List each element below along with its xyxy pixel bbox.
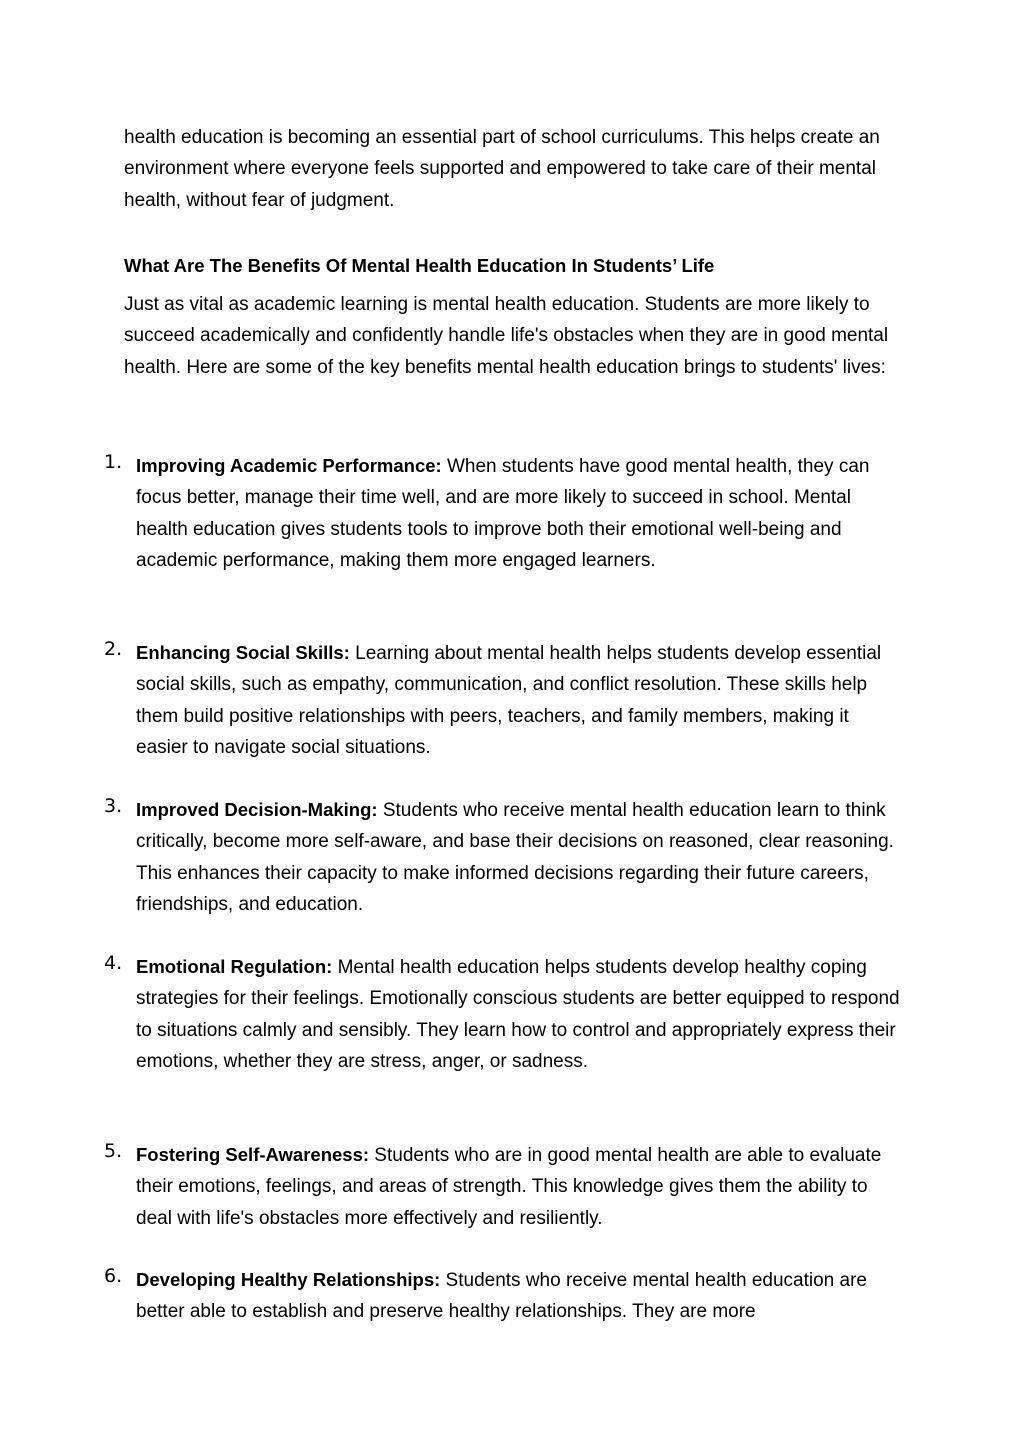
list-item-5 (104, 1139, 904, 1234)
list-item-text: Learning about mental health helps students develop essential social skills, such as empathy, communication, and conflict resolution. These skills help them build positive relationships with peers, teachers, and family members, making it easier to navigate social situations. (136, 643, 882, 758)
list-number: 1. (104, 451, 123, 473)
list-item-label: Fostering Self-Awareness: (136, 1144, 370, 1165)
list-number: 6. (104, 1265, 123, 1287)
list-number: 2. (104, 638, 123, 660)
list-item-text: Students who are in good mental health are able to evaluate their emotions, feelings, and areas of strength. This knowledge gives them the ability to deal with life's obstacles more effectively and resiliently. (136, 1145, 882, 1229)
list-number: 5. (104, 1140, 123, 1162)
list-item-text: Students who receive mental health education are better able to establish and preserve healthy relationships. They are more (136, 1270, 867, 1323)
list-item-label: Developing Healthy Relationships: (136, 1269, 441, 1290)
list-item-text: When students have good mental health, they can focus better, manage their time well, and are more likely to succeed in school. Mental health education gives students tools to improve both their emotional well-being and academic performance, making them more engaged learners. (136, 456, 870, 571)
list-item-3 (104, 794, 904, 920)
intro-paragraph: health education is becoming an essential part of school curriculums. This helps create an environment where everyone feels supported and empowered to take care of their mental health, without fear of judgment. (124, 127, 880, 211)
list-number: 4. (104, 952, 123, 974)
list-item-label: Improved Decision-Making: (136, 799, 378, 820)
list-item-label: Improving Academic Performance: (136, 455, 442, 476)
section-paragraph: Just as vital as academic learning is mental health education. Students are more likely to succeed academically and confidently handle life's obstacles when they are in good mental health. Here are some of the key benefits mental health education brings to students' lives: (124, 294, 889, 378)
list-item-2 (104, 637, 904, 763)
list-item-1 (104, 450, 904, 576)
list-item-text: Mental health education helps students develop healthy coping strategies for their feelings. Emotionally conscious students are better equipped to respond to situations calmly and sensibly. They learn how to control and appropriately express their emotions, whether they are stress, anger, or sadness. (136, 957, 900, 1072)
list-item-6 (104, 1264, 904, 1328)
list-item-label: Emotional Regulation: (136, 956, 333, 977)
list-item-label: Enhancing Social Skills: (136, 642, 350, 663)
list-item-4 (104, 951, 904, 1077)
list-item-text: Students who receive mental health education learn to think critically, become more self-aware, and base their decisions on reasoned, clear reasoning. This enhances their capacity to make informed decisions regarding their future careers, friendships, and education. (136, 800, 894, 915)
section-heading: What Are The Benefits Of Mental Health Education In Students’ Life (124, 255, 715, 276)
list-number: 3. (104, 795, 123, 817)
